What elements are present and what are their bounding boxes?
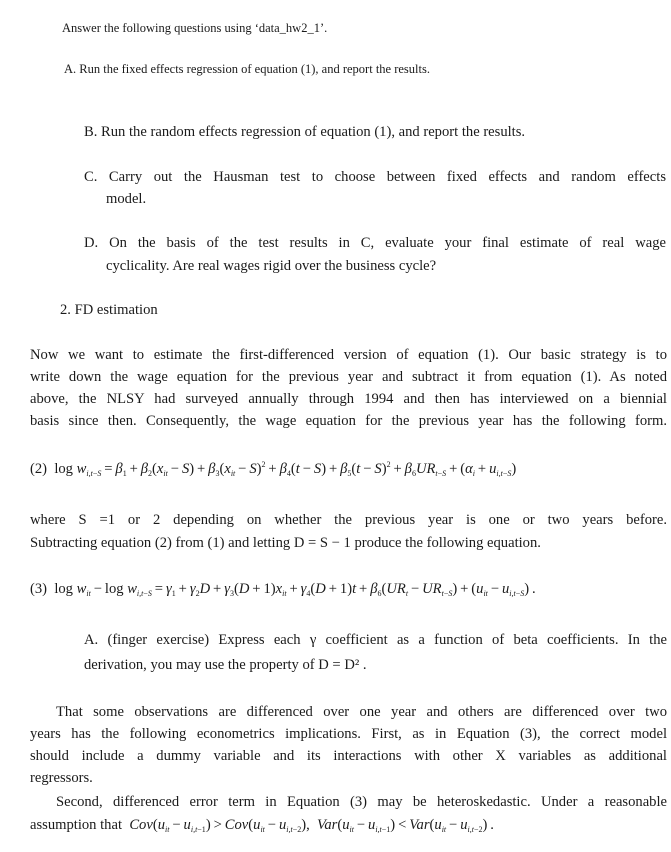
equation-2: (2) $\log w_{i,t-S} = \beta_1 + \beta_2(x_{it} - S) + \beta_3(x_{it} - S)^2 + \beta_4(t - S) + \beta_5(t - S)^2 + \beta_6UR_{t-S} + (\alpha_i + u_{i,t-S})$ bbox=[30, 460, 517, 478]
intro-text: Answer the following questions using ‘data_hw2_1’. bbox=[62, 21, 328, 35]
equation-label: (3) bbox=[30, 581, 48, 597]
equation-label: (2) bbox=[30, 461, 48, 477]
paragraph-line: above, the NLSY had surveyed annually through 1994 and then has interviewed on a biennial bbox=[30, 391, 667, 407]
paragraph-line: Second, differenced error term in Equation (3) may be heteroskedastic. Under a reasonable bbox=[56, 794, 667, 810]
paragraph-line: Now we want to estimate the first-differenced version of equation (1). Our basic strategy is to bbox=[30, 347, 667, 363]
equation-3: (3) $\log w_{it} - \log w_{i,t-S} = \gamma_1 + \gamma_2D + \gamma_3(D + 1)x_{it} + \gamma_4(D + 1)t + \beta_6(UR_t - UR_{t-S}) + (u_{it} - u_{i,t-S})$ . bbox=[30, 581, 536, 598]
finger-exercise-line2: derivation, you may use the property of D = D² . bbox=[84, 657, 367, 673]
where-line1: where S =1 or 2 depending on whether the previous year is one or two years before. bbox=[30, 512, 667, 528]
paragraph-line: write down the wage equation for the previous year and subtract it from equation (1). As noted bbox=[30, 369, 667, 385]
assumption-prefix: assumption that bbox=[30, 817, 123, 833]
paragraph-line: should include a dummy variable and its interactions with other X variables as additional bbox=[30, 748, 667, 764]
paragraph-line: regressors. bbox=[30, 770, 93, 786]
paragraph-line: years has the following econometrics implications. First, as in Equation (3), the correct model bbox=[30, 726, 667, 742]
question-c-line2: model. bbox=[106, 191, 147, 207]
paragraph-line: basis since then. Consequently, the wage equation for the previous year has the following form. bbox=[30, 413, 667, 429]
question-d-line1: D. On the basis of the test results in C, evaluate your final estimate of real wage bbox=[84, 235, 666, 251]
paragraph-assumption-line: assumption that $Cov(u_{it} - u_{i,t-1}) > Cov(u_{it} - u_{i,t-2})$, $Var(u_{it} - u_{i,t-1}) < Var(u_{it} - u_{i,t-2})$ . bbox=[30, 817, 494, 834]
question-b: B. Run the random effects regression of equation (1), and report the results. bbox=[84, 124, 526, 140]
where-line2: Subtracting equation (2) from (1) and letting D = S − 1 produce the following equation. bbox=[30, 535, 541, 551]
section-heading: 2. FD estimation bbox=[60, 302, 158, 318]
question-a: A. Run the fixed effects regression of equation (1), and report the results. bbox=[64, 62, 430, 76]
question-d-line2: cyclicality. Are real wages rigid over the business cycle? bbox=[106, 258, 437, 274]
question-c-line1: C. Carry out the Hausman test to choose between fixed effects and random effects bbox=[84, 169, 666, 185]
finger-exercise-line1: A. (finger exercise) Express each γ coefficient as a function of beta coefficients. In the bbox=[84, 632, 667, 648]
paragraph-line: That some observations are differenced over one year and others are differenced over two bbox=[56, 704, 667, 720]
